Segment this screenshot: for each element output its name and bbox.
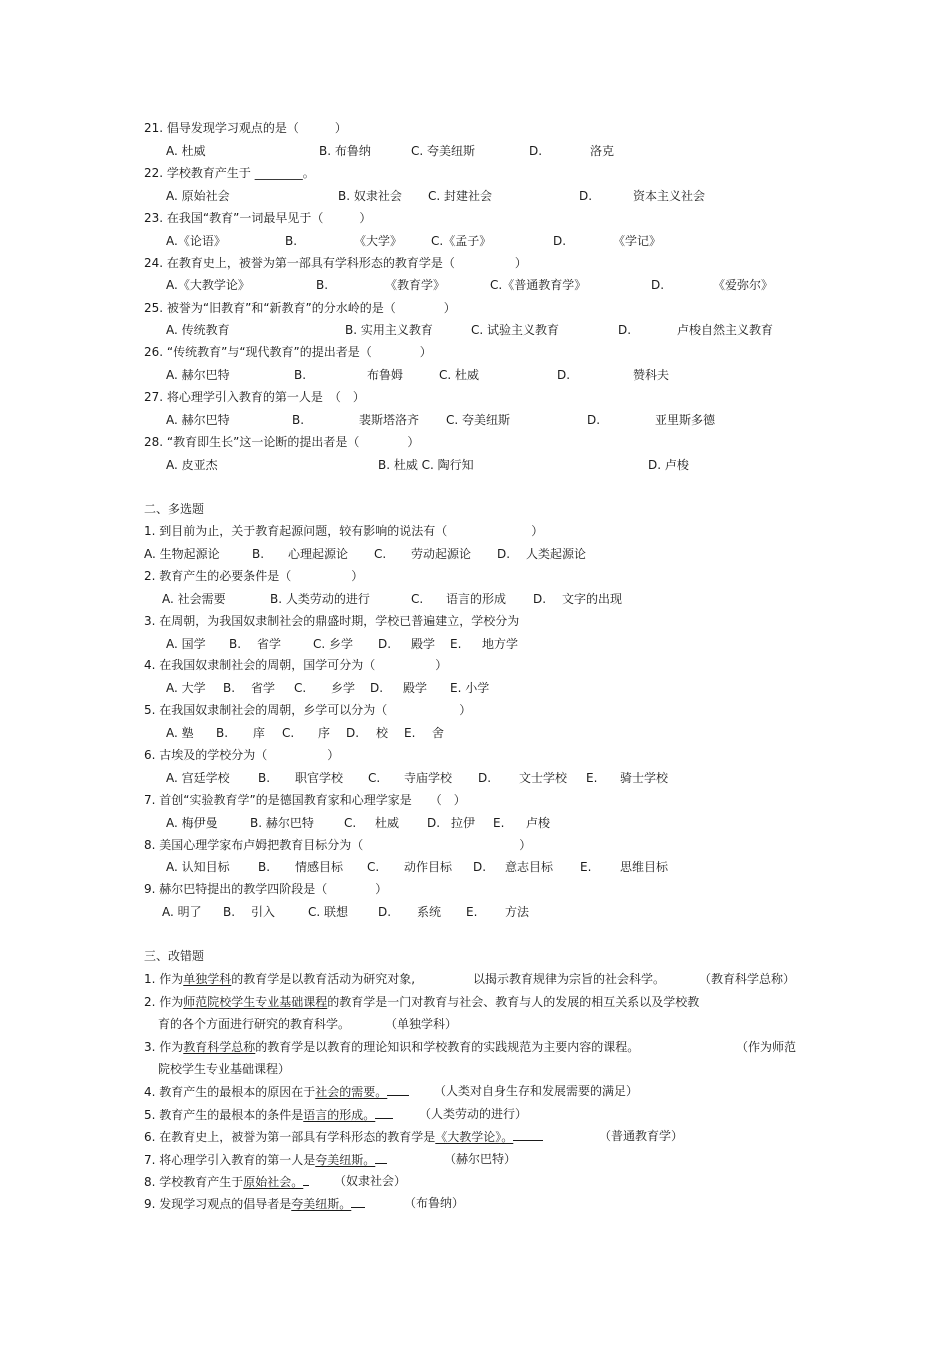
option-d-letter: D. bbox=[533, 592, 547, 606]
correction-9-answer: （布鲁纳） bbox=[404, 1196, 465, 1210]
option-c-letter: C. bbox=[368, 771, 381, 785]
option-d: 文字的出现 bbox=[562, 592, 623, 606]
option-d-letter: D. bbox=[427, 816, 441, 830]
option-a: A. 传统教育 bbox=[166, 323, 230, 337]
option-a: A. 原始社会 bbox=[166, 189, 230, 203]
option-b: 《教育学》 bbox=[385, 278, 446, 292]
option-b: 引入 bbox=[251, 905, 276, 919]
option-d-letter: D. bbox=[553, 234, 567, 248]
option-c: 寺庙学校 bbox=[404, 771, 453, 785]
underlined-error: 夸美纽斯。 bbox=[315, 1153, 376, 1167]
correction-3: 3. 作为教育科学总称的教育学是以教育的理论知识和学校教育的实践规范为主要内容的课程。 bbox=[144, 1040, 640, 1054]
option-c: C. 杜威 bbox=[439, 368, 480, 382]
option-c: C.《孟子》 bbox=[431, 234, 492, 248]
option-d: 殿学 bbox=[403, 681, 428, 695]
correction-7-answer: （赫尔巴特） bbox=[444, 1152, 517, 1166]
option-b: 情感目标 bbox=[295, 860, 344, 874]
option-a: A. 赫尔巴特 bbox=[166, 368, 230, 382]
option-d-letter: D. bbox=[473, 860, 487, 874]
option-d: 殿学 bbox=[411, 637, 436, 651]
option-a: A.《大教学论》 bbox=[166, 278, 250, 292]
option-c: C. 试验主义教育 bbox=[471, 323, 560, 337]
option-d: 资本主义社会 bbox=[633, 189, 706, 203]
section-heading-correction: 三、改错题 bbox=[144, 949, 205, 963]
option-b-letter: B. bbox=[285, 234, 298, 248]
option-b: B. 奴隶社会 bbox=[338, 189, 402, 203]
option-c: 语言的形成 bbox=[446, 592, 507, 606]
option-a: A. 赫尔巴特 bbox=[166, 413, 230, 427]
option-a: A.《论语》 bbox=[166, 234, 226, 248]
correction-8: 8. 学校教育产生于原始社会。 bbox=[144, 1173, 309, 1190]
option-b: B. 布鲁纳 bbox=[319, 144, 371, 158]
option-e-letter: E. bbox=[466, 905, 478, 919]
multi-question-8: 8. 美国心理学家布卢姆把教育目标分为（ ） bbox=[144, 838, 532, 852]
option-e-letter: E. bbox=[493, 816, 505, 830]
option-b-letter: B. bbox=[223, 905, 236, 919]
option-a: A. 塾 bbox=[166, 726, 194, 740]
option-c: 动作目标 bbox=[404, 860, 453, 874]
underlined-error: 《大教学论》。 bbox=[435, 1130, 514, 1144]
option-b-letter: B. bbox=[258, 860, 271, 874]
option-e: 舍 bbox=[432, 726, 445, 740]
option-e-letter: E. bbox=[580, 860, 592, 874]
underlined-error: 单独学科 bbox=[183, 972, 232, 986]
option-d-letter: D. bbox=[497, 547, 511, 561]
option-d: 意志目标 bbox=[505, 860, 554, 874]
option-e-letter: E. bbox=[404, 726, 416, 740]
option-c: C. 封建社会 bbox=[428, 189, 493, 203]
option-d: 卢梭自然主义教育 bbox=[677, 323, 774, 337]
option-d: 人类起源论 bbox=[526, 547, 587, 561]
underlined-error: 语言的形成。 bbox=[303, 1108, 376, 1122]
multi-question-4: 4. 在我国奴隶制社会的周朝，国学可分为（ ） bbox=[144, 658, 448, 672]
option-a: A. 国学 bbox=[166, 637, 206, 651]
option-b: B. 实用主义教育 bbox=[345, 323, 433, 337]
option-a: A. 生物起源论 bbox=[144, 547, 220, 561]
correction-4-answer: （人类对自身生存和发展需要的满足） bbox=[434, 1084, 639, 1098]
option-d: 《学记》 bbox=[613, 234, 662, 248]
option-d-letter: D. bbox=[651, 278, 665, 292]
question-22: 22. 学校教育产生于 ________。 bbox=[144, 166, 315, 180]
option-b-letter: B. bbox=[229, 637, 242, 651]
option-d-letter: D. bbox=[579, 189, 593, 203]
option-c: 乡学 bbox=[331, 681, 356, 695]
question-24: 24. 在教育史上，被誉为第一部具有学科形态的教育学是（ ） bbox=[144, 256, 527, 270]
underlined-error: 夸美纽斯。 bbox=[291, 1197, 352, 1211]
section-heading-multi: 二、多选题 bbox=[144, 502, 205, 516]
correction-6: 6. 在教育史上，被誉为第一部具有学科形态的教育学是《大教学论》。 bbox=[144, 1128, 543, 1145]
correction-9: 9. 发现学习观点的倡导者是夸美纽斯。 bbox=[144, 1195, 365, 1212]
option-b-letter: B. bbox=[223, 681, 236, 695]
underlined-error: 原始社会。 bbox=[243, 1175, 304, 1189]
option-d-letter: D. bbox=[557, 368, 571, 382]
option-d: 系统 bbox=[417, 905, 442, 919]
option-d-letter: D. bbox=[346, 726, 360, 740]
option-d: 《爱弥尔》 bbox=[713, 278, 774, 292]
option-e: 方法 bbox=[505, 905, 530, 919]
question-26: 26. “传统教育”与“现代教育”的提出者是（ ） bbox=[144, 345, 432, 359]
option-c: 杜威 bbox=[375, 816, 400, 830]
option-b: 职官学校 bbox=[295, 771, 344, 785]
option-a: A. 宫廷学校 bbox=[166, 771, 230, 785]
underlined-error: 社会的需要。 bbox=[315, 1085, 388, 1099]
correction-7: 7. 将心理学引入教育的第一人是夸美纽斯。 bbox=[144, 1151, 387, 1168]
option-b: B. 人类劳动的进行 bbox=[270, 592, 370, 606]
option-d: D. 卢梭 bbox=[648, 458, 689, 472]
option-c-letter: C. bbox=[344, 816, 357, 830]
option-c: 劳动起源论 bbox=[411, 547, 472, 561]
option-d: 赞科夫 bbox=[633, 368, 670, 382]
option-e: 思维目标 bbox=[620, 860, 669, 874]
multi-question-9: 9. 赫尔巴特提出的教学四阶段是（ ） bbox=[144, 882, 388, 896]
option-b-letter: B. bbox=[292, 413, 305, 427]
option-d-letter: D. bbox=[618, 323, 632, 337]
question-21: 21. 倡导发现学习观点的是（ ） bbox=[144, 121, 347, 135]
correction-2-answer: （单独学科） bbox=[385, 1017, 458, 1031]
option-b: B. 赫尔巴特 bbox=[250, 816, 314, 830]
option-a: A. 杜威 bbox=[166, 144, 206, 158]
option-d: 校 bbox=[376, 726, 389, 740]
option-d: 亚里斯多德 bbox=[655, 413, 716, 427]
correction-5-answer: （人类劳动的进行） bbox=[419, 1107, 528, 1121]
option-d: 洛克 bbox=[590, 144, 615, 158]
option-c: C. 夸美纽斯 bbox=[411, 144, 476, 158]
multi-question-2: 2. 教育产生的必要条件是（ ） bbox=[144, 569, 364, 583]
option-b: 省学 bbox=[257, 637, 282, 651]
option-b-letter: B. bbox=[316, 278, 329, 292]
option-b-c: B. 杜威 C. 陶行知 bbox=[378, 458, 474, 472]
option-b-letter: B. bbox=[258, 771, 271, 785]
option-e: 骑士学校 bbox=[620, 771, 669, 785]
question-23: 23. 在我国“教育”一词最早见于（ ） bbox=[144, 211, 372, 225]
option-b-letter: B. bbox=[252, 547, 265, 561]
multi-question-7: 7. 首创“实验教育学”的是德国教育家和心理学家是 （ ） bbox=[144, 793, 466, 807]
correction-5: 5. 教育产生的最根本的条件是语言的形成。 bbox=[144, 1106, 393, 1123]
option-a: A. 社会需要 bbox=[162, 592, 226, 606]
option-b: 庠 bbox=[253, 726, 266, 740]
multi-question-5: 5. 在我国奴隶制社会的周朝，乡学可以分为（ ） bbox=[144, 703, 472, 717]
option-e: 卢梭 bbox=[526, 816, 551, 830]
correction-8-answer: （奴隶社会） bbox=[334, 1174, 407, 1188]
option-c-letter: C. bbox=[294, 681, 307, 695]
question-28: 28. “教育即生长”这一论断的提出者是（ ） bbox=[144, 435, 420, 449]
option-c: C.《普通教育学》 bbox=[490, 278, 587, 292]
option-d-letter: D. bbox=[587, 413, 601, 427]
correction-3-cont: 院校学生专业基础课程） bbox=[158, 1062, 291, 1076]
option-c-letter: C. bbox=[374, 547, 387, 561]
underlined-error: 师范院校学生专业基础课程 bbox=[183, 995, 328, 1009]
multi-question-6: 6. 古埃及的学校分为（ ） bbox=[144, 748, 340, 762]
correction-1-cont: 以揭示教育规律为宗旨的社会科学。 bbox=[473, 972, 666, 986]
option-e-letter: E. bbox=[586, 771, 598, 785]
option-d-letter: D. bbox=[529, 144, 543, 158]
option-c: C. 夸美纽斯 bbox=[446, 413, 511, 427]
correction-2: 2. 作为师范院校学生专业基础课程的教育学是一门对教育与社会、教育与人的发展的相互关系以及学校教 bbox=[144, 995, 700, 1009]
option-b-letter: B. bbox=[294, 368, 307, 382]
option-b: 省学 bbox=[251, 681, 276, 695]
option-e: E. 小学 bbox=[450, 681, 490, 695]
option-c-letter: C. bbox=[282, 726, 295, 740]
option-e: 地方学 bbox=[482, 637, 519, 651]
correction-6-answer: （普通教育学） bbox=[599, 1129, 684, 1143]
correction-1-answer: （教育科学总称） bbox=[699, 972, 796, 986]
option-b: 裴斯塔洛齐 bbox=[359, 413, 420, 427]
option-a: A. 明了 bbox=[162, 905, 202, 919]
option-b: 布鲁姆 bbox=[367, 368, 404, 382]
multi-question-3: 3. 在周朝，为我国奴隶制社会的鼎盛时期，学校已普遍建立，学校分为 bbox=[144, 614, 520, 628]
option-d: 拉伊 bbox=[451, 816, 476, 830]
underlined-error: 教育科学总称 bbox=[183, 1040, 256, 1054]
multi-question-1: 1. 到目前为止，关于教育起源问题，较有影响的说法有（ ） bbox=[144, 524, 544, 538]
option-d-letter: D. bbox=[378, 905, 392, 919]
correction-1: 1. 作为单独学科的教育学是以教育活动为研究对象, bbox=[144, 972, 416, 986]
correction-4: 4. 教育产生的最根本的原因在于社会的需要。 bbox=[144, 1083, 409, 1100]
option-d-letter: D. bbox=[378, 637, 392, 651]
option-a: A. 皮亚杰 bbox=[166, 458, 218, 472]
option-d-letter: D. bbox=[370, 681, 384, 695]
option-a: A. 认知目标 bbox=[166, 860, 230, 874]
option-a: A. 梅伊曼 bbox=[166, 816, 218, 830]
option-b-letter: B. bbox=[216, 726, 229, 740]
option-b: 心理起源论 bbox=[288, 547, 349, 561]
option-a: A. 大学 bbox=[166, 681, 206, 695]
option-c: C. 乡学 bbox=[313, 637, 354, 651]
option-d: 文士学校 bbox=[519, 771, 568, 785]
option-e-letter: E. bbox=[450, 637, 462, 651]
option-c: 序 bbox=[318, 726, 331, 740]
correction-2-cont: 育的各个方面进行研究的教育科学。 bbox=[158, 1017, 351, 1031]
question-27: 27. 将心理学引入教育的第一人是 （ ） bbox=[144, 390, 365, 404]
option-c-letter: C. bbox=[411, 592, 424, 606]
option-d-letter: D. bbox=[478, 771, 492, 785]
correction-3-answer: （作为师范 bbox=[736, 1040, 797, 1054]
option-b: 《大学》 bbox=[354, 234, 403, 248]
option-c: C. 联想 bbox=[308, 905, 349, 919]
option-c-letter: C. bbox=[367, 860, 380, 874]
question-25: 25. 被誉为“旧教育”和“新教育”的分水岭的是（ ） bbox=[144, 301, 456, 315]
